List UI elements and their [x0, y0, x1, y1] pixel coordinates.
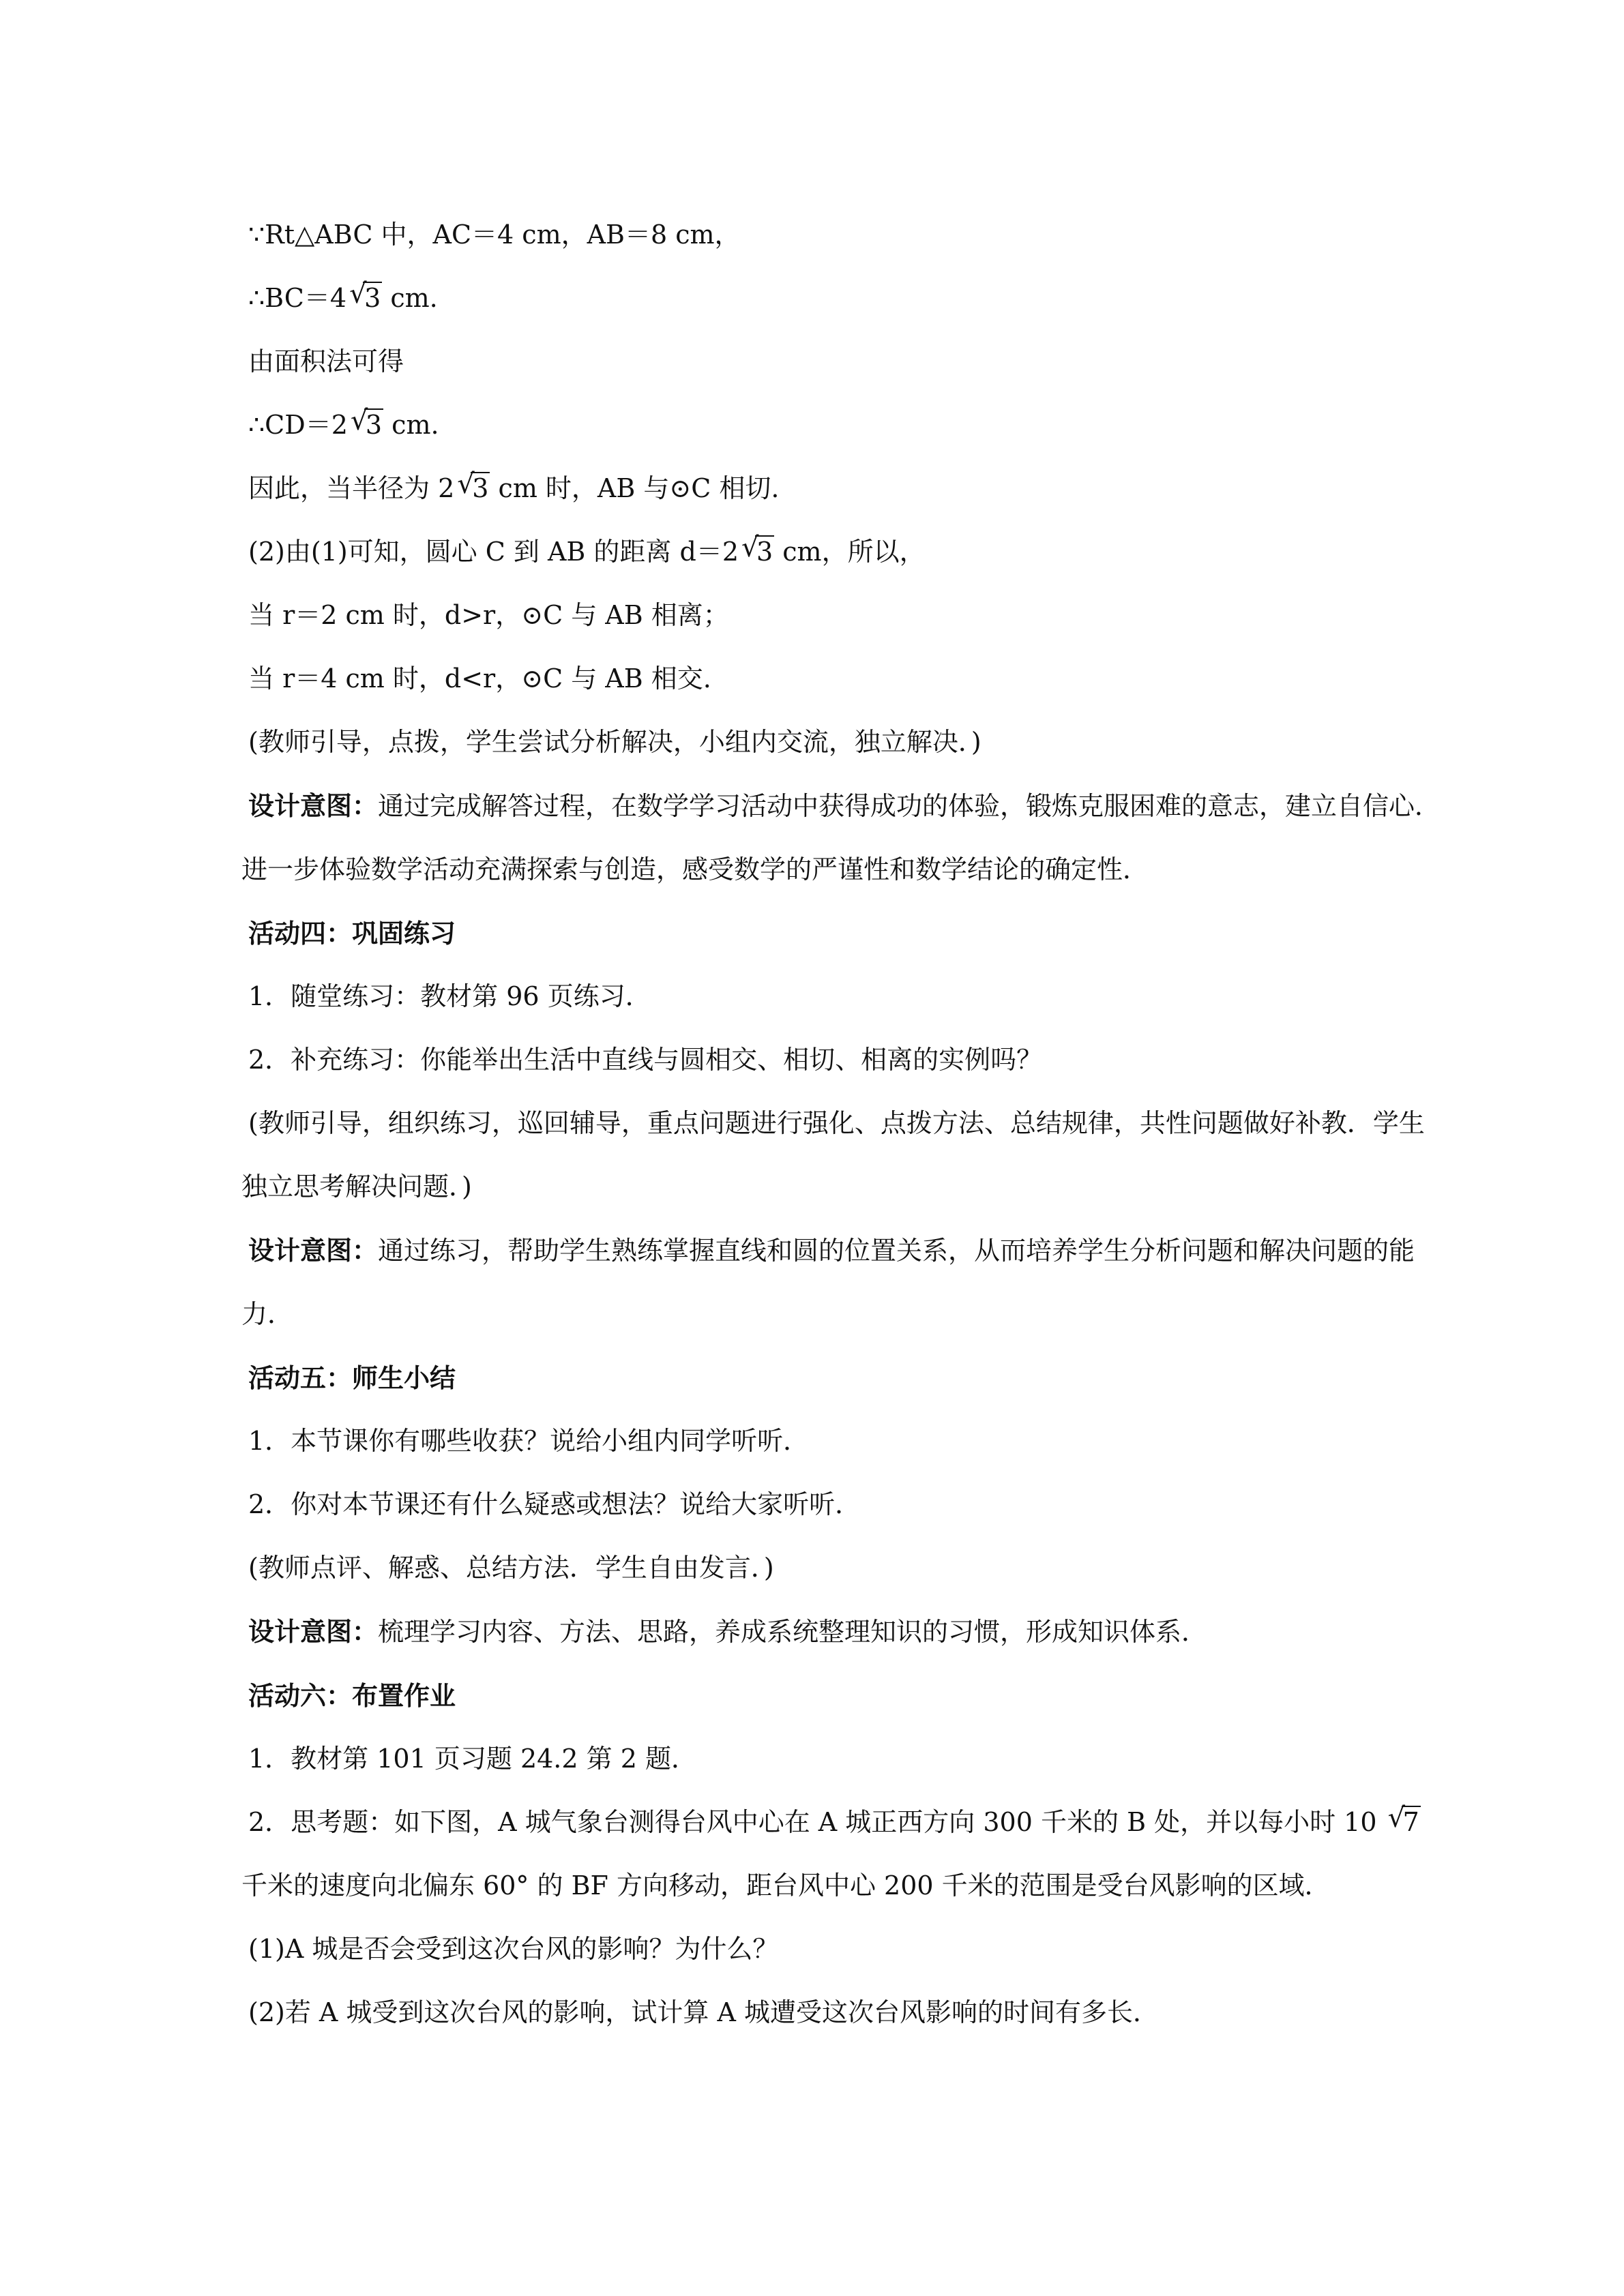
- design-intent-label: 设计意图：: [248, 790, 379, 821]
- design-intent-label: 设计意图：: [248, 1616, 379, 1647]
- radicand: 3: [364, 283, 381, 313]
- sqrt-symbol: [739, 520, 774, 584]
- design-intent-text: 通过练习，帮助学生熟练掌握直线和圆的位置关系，从而培养学生分析问题和解决问题的能力．: [241, 1236, 1415, 1329]
- design-intent-label: 设计意图：: [248, 1235, 379, 1266]
- text-run: cm.: [383, 410, 439, 440]
- proof-line-conclusion: [241, 457, 1442, 520]
- text-run: cm 时，AB 与⊙C 相切.: [490, 473, 780, 503]
- radicand: 7: [1402, 1807, 1419, 1837]
- activity-4-item-2: 2．补充练习：你能举出生活中直线与圆相交、相切、相离的实例吗？: [248, 1045, 1043, 1075]
- radicand: 3: [365, 410, 383, 440]
- document-body: [241, 203, 1442, 2044]
- design-intent-3: [241, 1600, 1442, 1664]
- design-intent-2: [241, 1219, 1442, 1346]
- proof-line-r2: 当 r＝2 cm 时，d>r，⊙C 与 AB 相离；: [248, 600, 729, 630]
- sqrt-symbol: [454, 457, 490, 520]
- sqrt-symbol: [348, 393, 383, 457]
- teacher-note-2: (教师引导，组织练习，巡回辅导，重点问题进行强化、点拨方法、总结规律，共性问题做好补教．学生独立思考解决问题．): [241, 1108, 1425, 1202]
- text-run: 千米的速度向北偏东 60° 的 BF 方向移动，距台风中心 200 千米的范围是受台风影响的区域．: [241, 1870, 1331, 1900]
- design-intent-1: [241, 774, 1442, 901]
- activity-6-question-1: (1)A 城是否会受到这次台风的影响？为什么？: [248, 1934, 779, 1964]
- text-run: (2)由(1)可知，圆心 C 到 AB 的距离 d＝2: [248, 537, 739, 567]
- text-run: cm.: [382, 283, 438, 313]
- text-run: 因此，当半径为 2: [248, 473, 455, 503]
- proof-line-bc: [241, 267, 1442, 330]
- activity-5-item-2: 2．你对本节课还有什么疑惑或想法？说给大家听听．: [248, 1489, 861, 1519]
- proof-line-part2: [241, 520, 1442, 584]
- activity-4-item-1: 1．随堂练习：教材第 96 页练习．: [248, 981, 651, 1011]
- activity-5-item-1: 1．本节课你有哪些收获？说给小组内同学听听．: [248, 1426, 810, 1456]
- proof-line-given: ∵Rt△ABC 中，AC＝4 cm，AB＝8 cm，: [248, 220, 741, 250]
- teacher-note-3: (教师点评、解惑、总结方法．学生自由发言．): [248, 1553, 774, 1583]
- text-run: ∴CD＝2: [248, 410, 348, 440]
- heading-activity-4: 活动四：巩固练习: [248, 918, 456, 949]
- heading-activity-6: 活动六：布置作业: [248, 1680, 456, 1711]
- activity-6-item-2: [241, 1791, 1442, 1918]
- sqrt-symbol: [346, 267, 382, 330]
- proof-line-cd: [241, 393, 1442, 457]
- proof-line-area-method: 由面积法可得: [248, 346, 404, 376]
- proof-line-r4: 当 r＝4 cm 时，d<r，⊙C 与 AB 相交.: [248, 664, 711, 694]
- radicand: 3: [472, 473, 489, 503]
- text-run: 2．思考题：如下图，A 城气象台测得台风中心在 A 城正西方向 300 千米的 B 处，并以每小时 10: [248, 1807, 1385, 1837]
- text-run: ∴BC＝4: [248, 283, 347, 313]
- activity-6-question-2: (2)若 A 城受到这次台风的影响，试计算 A 城遭受这次台风影响的时间有多长．: [248, 1997, 1160, 2027]
- activity-6-item-1: 1．教材第 101 页习题 24.2 第 2 题．: [248, 1744, 697, 1774]
- text-run: cm，所以，: [774, 537, 926, 567]
- design-intent-text: 通过完成解答过程，在数学学习活动中获得成功的体验，锻炼克服困难的意志，建立自信心．进一步体验数学活动充满探索与创造，感受数学的严谨性和数学结论的确定性．: [241, 791, 1441, 884]
- teacher-note-1: (教师引导，点拨，学生尝试分析解决，小组内交流，独立解决．): [248, 727, 981, 757]
- sqrt-symbol: [1385, 1791, 1421, 1854]
- design-intent-text: 梳理学习内容、方法、思路，养成系统整理知识的习惯，形成知识体系．: [378, 1617, 1208, 1647]
- radicand: 3: [756, 537, 773, 567]
- heading-activity-5: 活动五：师生小结: [248, 1362, 456, 1393]
